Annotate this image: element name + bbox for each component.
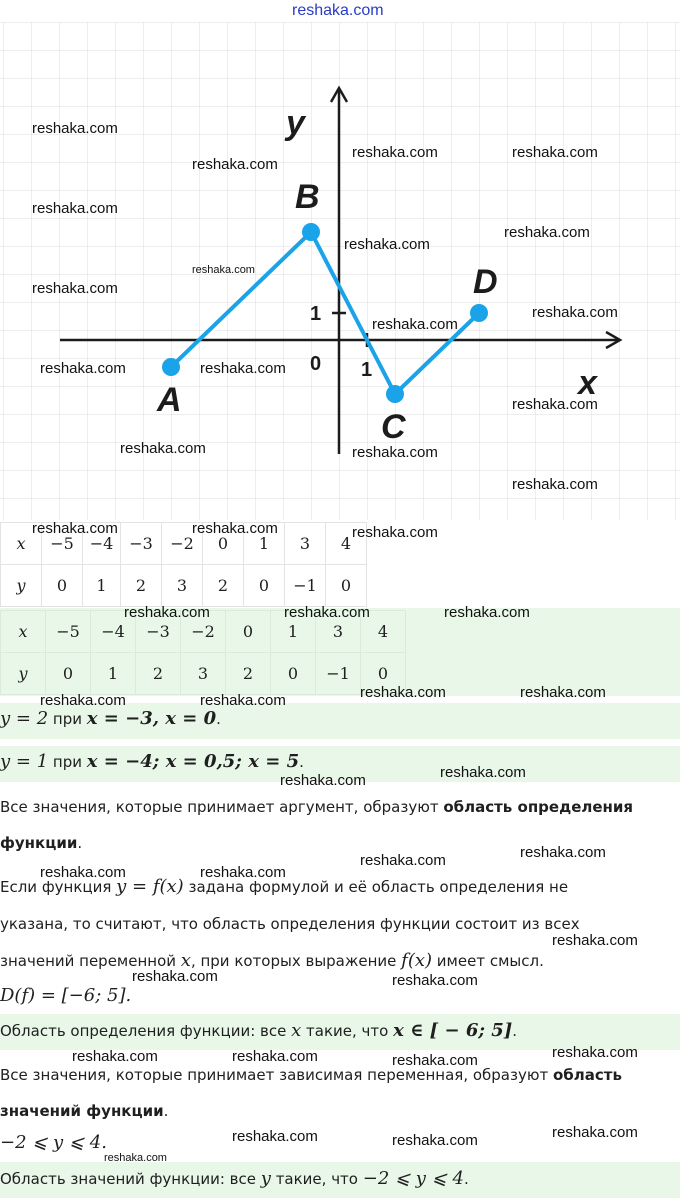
x-tick-label: 1 bbox=[361, 359, 373, 381]
site-watermark[interactable]: reshaka.com bbox=[360, 684, 446, 701]
table-cell: −5 bbox=[46, 611, 91, 653]
math-expr: x ∈ [ − 6; 5] bbox=[393, 1020, 513, 1041]
point-c-label: C bbox=[381, 408, 406, 446]
table-cell: 3 bbox=[285, 523, 326, 565]
site-watermark[interactable]: reshaka.com bbox=[40, 864, 126, 881]
table-cell: 2 bbox=[203, 565, 244, 607]
text-fragment: . bbox=[512, 1022, 518, 1040]
text-fragment: при bbox=[48, 753, 87, 771]
domain-formula: D(f) = [−6; 5]. bbox=[0, 985, 132, 1006]
text-fragment: . bbox=[216, 710, 221, 728]
site-watermark[interactable]: reshaka.com bbox=[512, 144, 598, 161]
table-cell: −1 bbox=[285, 565, 326, 607]
table-cell: 1 bbox=[271, 611, 316, 653]
site-watermark[interactable]: reshaka.com bbox=[392, 972, 478, 989]
site-watermark[interactable]: reshaka.com bbox=[192, 520, 278, 537]
site-watermark[interactable]: reshaka.com bbox=[372, 316, 458, 333]
math-expr: x bbox=[291, 1020, 302, 1041]
site-watermark[interactable]: reshaka.com bbox=[520, 844, 606, 861]
table-cell: −5 bbox=[42, 523, 83, 565]
math-expr: y = 1 bbox=[0, 751, 49, 772]
answer-y-equals-2 bbox=[0, 708, 221, 729]
table-cell: −4 bbox=[91, 611, 136, 653]
math-expr: y = 2 bbox=[0, 708, 49, 729]
table-cell: −2 bbox=[181, 611, 226, 653]
math-expr: y = f(x) bbox=[116, 876, 184, 897]
table-cell: 0 bbox=[271, 653, 316, 695]
site-watermark[interactable]: reshaka.com bbox=[532, 304, 618, 321]
table-cell: 1 bbox=[83, 565, 121, 607]
range-answer bbox=[0, 1168, 469, 1189]
site-watermark[interactable]: reshaka.com bbox=[232, 1128, 318, 1145]
table-cell: 3 bbox=[316, 611, 361, 653]
site-watermark[interactable]: reshaka.com bbox=[352, 144, 438, 161]
point-b-marker bbox=[302, 223, 320, 241]
site-watermark[interactable]: reshaka.com bbox=[344, 236, 430, 253]
site-watermark[interactable]: reshaka.com bbox=[200, 692, 286, 709]
site-watermark[interactable]: reshaka.com bbox=[360, 852, 446, 869]
site-watermark[interactable]: reshaka.com bbox=[352, 524, 438, 541]
site-watermark[interactable]: reshaka.com bbox=[32, 200, 118, 217]
site-watermark[interactable]: reshaka.com bbox=[520, 684, 606, 701]
site-watermark[interactable]: reshaka.com bbox=[280, 772, 366, 789]
table-cell: 0 bbox=[226, 611, 271, 653]
math-expr: x bbox=[180, 950, 191, 971]
text-bold: область определения bbox=[443, 798, 634, 816]
site-watermark[interactable]: reshaka.com bbox=[352, 444, 438, 461]
table-row-y bbox=[1, 565, 367, 607]
table-cell: 4 bbox=[361, 611, 406, 653]
text-fragment: при bbox=[48, 710, 87, 728]
table-cell: −3 bbox=[136, 611, 181, 653]
text-fragment: такие, что bbox=[270, 1170, 363, 1188]
point-d-marker bbox=[470, 304, 488, 322]
math-expr: −2 ⩽ y ⩽ 4 bbox=[362, 1168, 464, 1189]
text-fragment: Область определения функции: все bbox=[0, 1022, 292, 1040]
x-axis-label: x bbox=[578, 364, 597, 402]
y-axis-label: y bbox=[286, 104, 305, 142]
text-bold: функции bbox=[0, 834, 78, 852]
site-watermark[interactable]: reshaka.com bbox=[284, 604, 370, 621]
table-header-y: y bbox=[1, 565, 42, 607]
site-watermark[interactable]: reshaka.com bbox=[32, 280, 118, 297]
table-cell: −1 bbox=[316, 653, 361, 695]
text-fragment: Все значения, которые принимает аргумент, образуют bbox=[0, 798, 444, 816]
site-watermark-top[interactable]: reshaka.com bbox=[292, 2, 384, 19]
table-cell: 0 bbox=[203, 523, 244, 565]
site-watermark[interactable]: reshaka.com bbox=[512, 396, 598, 413]
site-watermark[interactable]: reshaka.com bbox=[200, 360, 286, 377]
table-cell: 2 bbox=[136, 653, 181, 695]
site-watermark[interactable]: reshaka.com bbox=[552, 932, 638, 949]
paragraph-range-definition bbox=[0, 1066, 622, 1084]
text-fragment: задана формулой и её область определения не bbox=[183, 878, 569, 896]
paragraph-formula-domain-cont2 bbox=[0, 950, 544, 971]
table-cell: 0 bbox=[42, 565, 83, 607]
math-expr: y bbox=[260, 1168, 271, 1189]
paragraph-domain-definition bbox=[0, 798, 633, 816]
table-cell: 1 bbox=[244, 523, 285, 565]
site-watermark[interactable]: reshaka.com bbox=[552, 1044, 638, 1061]
paragraph-formula-domain-cont bbox=[0, 915, 580, 933]
values-table-2 bbox=[0, 610, 406, 695]
site-watermark[interactable]: reshaka.com bbox=[120, 440, 206, 457]
text-fragment: указана, то считают, что область определения функции состоит из всех bbox=[0, 915, 580, 933]
range-formula: −2 ⩽ y ⩽ 4. bbox=[0, 1132, 107, 1153]
text-fragment: Все значения, которые принимает зависимая переменная, образуют bbox=[0, 1066, 553, 1084]
text-bold: область bbox=[552, 1066, 622, 1084]
text-fragment: , при которых выражение bbox=[190, 952, 402, 970]
answer-y-equals-1 bbox=[0, 751, 304, 772]
table-header-x: x bbox=[1, 611, 46, 653]
math-expr: x = −4; x = 0,5; x = 5 bbox=[86, 751, 300, 772]
text-fragment: . bbox=[299, 753, 304, 771]
site-watermark[interactable]: reshaka.com bbox=[440, 764, 526, 781]
point-d-label: D bbox=[473, 263, 498, 301]
site-watermark[interactable]: reshaka.com bbox=[512, 476, 598, 493]
math-expr: x = −3, x = 0 bbox=[86, 708, 217, 729]
site-watermark[interactable]: reshaka.com bbox=[32, 520, 118, 537]
table-cell: −4 bbox=[83, 523, 121, 565]
function-graph bbox=[0, 22, 680, 520]
site-watermark[interactable]: reshaka.com bbox=[104, 1152, 167, 1164]
text-fragment: . bbox=[163, 1102, 169, 1120]
point-b-label: B bbox=[295, 178, 320, 216]
table-header-x: x bbox=[1, 523, 42, 565]
table-cell: 1 bbox=[91, 653, 136, 695]
site-watermark[interactable]: reshaka.com bbox=[192, 264, 255, 276]
table-cell: 0 bbox=[46, 653, 91, 695]
site-watermark[interactable]: reshaka.com bbox=[504, 224, 590, 241]
text-fragment: Область значений функции: все bbox=[0, 1170, 261, 1188]
point-c-marker bbox=[386, 385, 404, 403]
text-fragment: Если функция bbox=[0, 878, 117, 896]
site-watermark[interactable]: reshaka.com bbox=[200, 864, 286, 881]
math-expr: f(x) bbox=[401, 950, 433, 971]
text-bold: значений функции bbox=[0, 1102, 164, 1120]
site-watermark[interactable]: reshaka.com bbox=[40, 692, 126, 709]
table-cell: 0 bbox=[326, 565, 367, 607]
text-fragment: значений переменной bbox=[0, 952, 181, 970]
table-cell: 0 bbox=[361, 653, 406, 695]
site-watermark[interactable]: reshaka.com bbox=[232, 1048, 318, 1065]
domain-answer bbox=[0, 1020, 517, 1041]
origin-label: 0 bbox=[310, 353, 322, 375]
table-header-y: y bbox=[1, 653, 46, 695]
text-fragment: такие, что bbox=[301, 1022, 394, 1040]
table-cell: 4 bbox=[326, 523, 367, 565]
y-tick-label: 1 bbox=[310, 303, 322, 325]
paragraph-domain-definition-cont bbox=[0, 834, 82, 852]
point-a-marker bbox=[162, 358, 180, 376]
table-cell: 2 bbox=[226, 653, 271, 695]
table-cell: 2 bbox=[121, 565, 162, 607]
text-fragment: . bbox=[77, 834, 83, 852]
site-watermark[interactable]: reshaka.com bbox=[552, 1124, 638, 1141]
table-row-y bbox=[1, 653, 406, 695]
site-watermark[interactable]: reshaka.com bbox=[40, 360, 126, 377]
table-cell: 0 bbox=[244, 565, 285, 607]
text-fragment: имеет смысл. bbox=[432, 952, 544, 970]
site-watermark[interactable]: reshaka.com bbox=[32, 120, 118, 137]
site-watermark[interactable]: reshaka.com bbox=[392, 1132, 478, 1149]
site-watermark[interactable]: reshaka.com bbox=[192, 156, 278, 173]
table-cell: 3 bbox=[181, 653, 226, 695]
site-watermark[interactable]: reshaka.com bbox=[444, 604, 530, 621]
site-watermark[interactable]: reshaka.com bbox=[72, 1048, 158, 1065]
table-cell: −3 bbox=[121, 523, 162, 565]
paragraph-range-definition-cont bbox=[0, 1102, 168, 1120]
site-watermark[interactable]: reshaka.com bbox=[392, 1052, 478, 1069]
table-cell: −2 bbox=[162, 523, 203, 565]
point-a-label: A bbox=[157, 381, 182, 419]
site-watermark[interactable]: reshaka.com bbox=[132, 968, 218, 985]
text-fragment: . bbox=[463, 1170, 469, 1188]
site-watermark[interactable]: reshaka.com bbox=[124, 604, 210, 621]
table-cell: 3 bbox=[162, 565, 203, 607]
